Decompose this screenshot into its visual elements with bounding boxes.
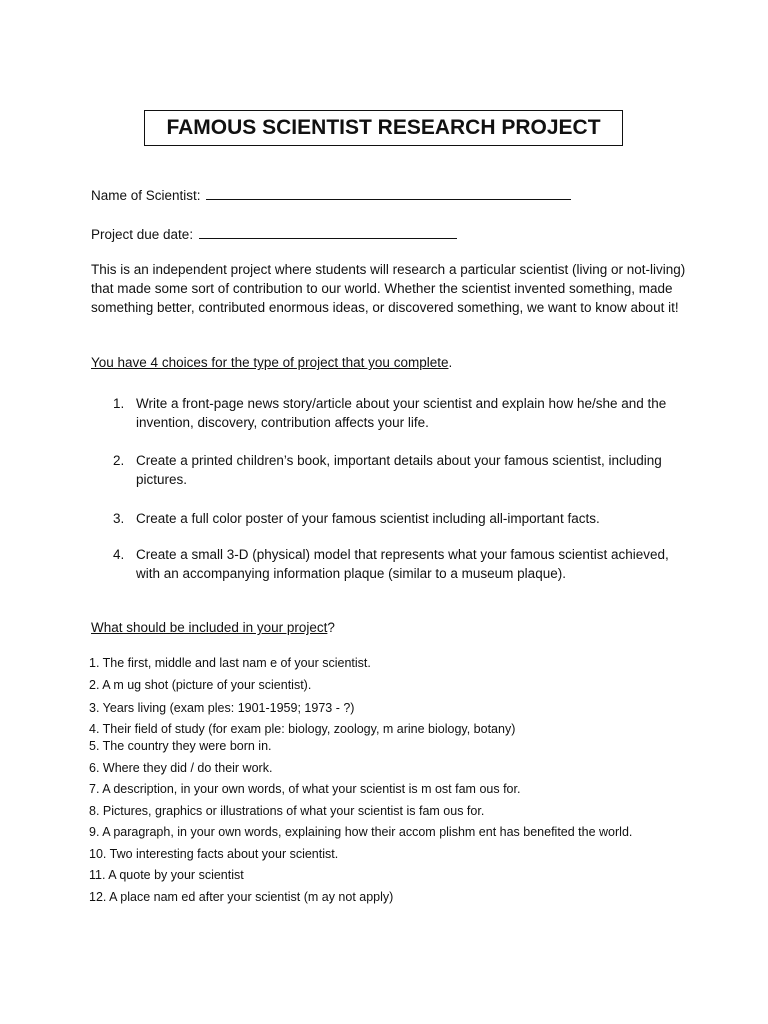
- due-date-field: [91, 225, 457, 242]
- included-heading: [91, 620, 335, 635]
- choice-number: 3.: [113, 511, 125, 526]
- list-item: 7. A description, in your own words, of what your scientist is m ost fam ous for.: [89, 782, 521, 796]
- choice-item: [113, 545, 693, 583]
- included-heading-end: ?: [327, 620, 335, 635]
- choice-item: [113, 509, 693, 528]
- list-item: 11. A quote by your scientist: [89, 868, 244, 882]
- list-item: 9. A paragraph, in your own words, explaining how their accom plishm ent has benefited the world.: [89, 825, 633, 839]
- choice-text: Create a printed children’s book, important details about your famous scientist, including pictures.: [136, 453, 662, 487]
- scientist-name-field: [91, 186, 571, 203]
- list-item: 12. A place nam ed after your scientist (m ay not apply): [89, 890, 394, 904]
- list-item: 2. A m ug shot (picture of your scientist).: [89, 678, 312, 692]
- choices-heading: [91, 355, 452, 370]
- list-item: 4. Their field of study (for exam ple: biology, zoology, m arine biology, botany): [89, 722, 516, 736]
- choice-item: [113, 451, 693, 489]
- list-item: 5. The country they were born in.: [89, 739, 272, 753]
- choice-text: Create a full color poster of your famous scientist including all-important facts.: [136, 511, 600, 526]
- due-date-blank: [199, 225, 457, 239]
- list-item: 10. Two interesting facts about your scientist.: [89, 847, 339, 861]
- included-heading-text: What should be included in your project: [91, 620, 328, 635]
- list-item: 6. Where they did / do their work.: [89, 761, 273, 775]
- page-title: FAMOUS SCIENTIST RESEARCH PROJECT: [166, 116, 601, 139]
- intro-paragraph: This is an independent project where students will research a particular scientist (living or not-living) that made some sort of contribution to our world. Whether the scientist invented something, made something better, contributed enormous ideas, or discovered something, we want to know about it!: [91, 262, 686, 315]
- scientist-name-label: Name of Scientist:: [91, 188, 201, 203]
- due-date-label: Project due date:: [91, 227, 194, 242]
- choice-text: Create a small 3-D (physical) model that represents what your famous scientist achieved, with an accompanying information plaque (similar to a museum plaque).: [136, 547, 669, 581]
- scientist-name-blank: [206, 186, 571, 200]
- list-item: 8. Pictures, graphics or illustrations of what your scientist is fam ous for.: [89, 804, 485, 818]
- choice-item: [113, 394, 693, 432]
- choices-heading-text: You have 4 choices for the type of project that you complete: [91, 355, 449, 370]
- choice-number: 2.: [113, 453, 125, 468]
- choices-heading-end: .: [448, 355, 453, 370]
- title-box: [144, 110, 623, 146]
- list-item: 1. The first, middle and last nam e of your scientist.: [89, 656, 371, 670]
- choice-number: 1.: [113, 396, 125, 411]
- choice-number: 4.: [113, 547, 125, 562]
- choice-text: Write a front-page news story/article about your scientist and explain how he/she and the invention, discovery, contribution affects your life.: [136, 396, 667, 430]
- list-item: 3. Years living (exam ples: 1901-1959; 1973 - ?): [89, 701, 355, 715]
